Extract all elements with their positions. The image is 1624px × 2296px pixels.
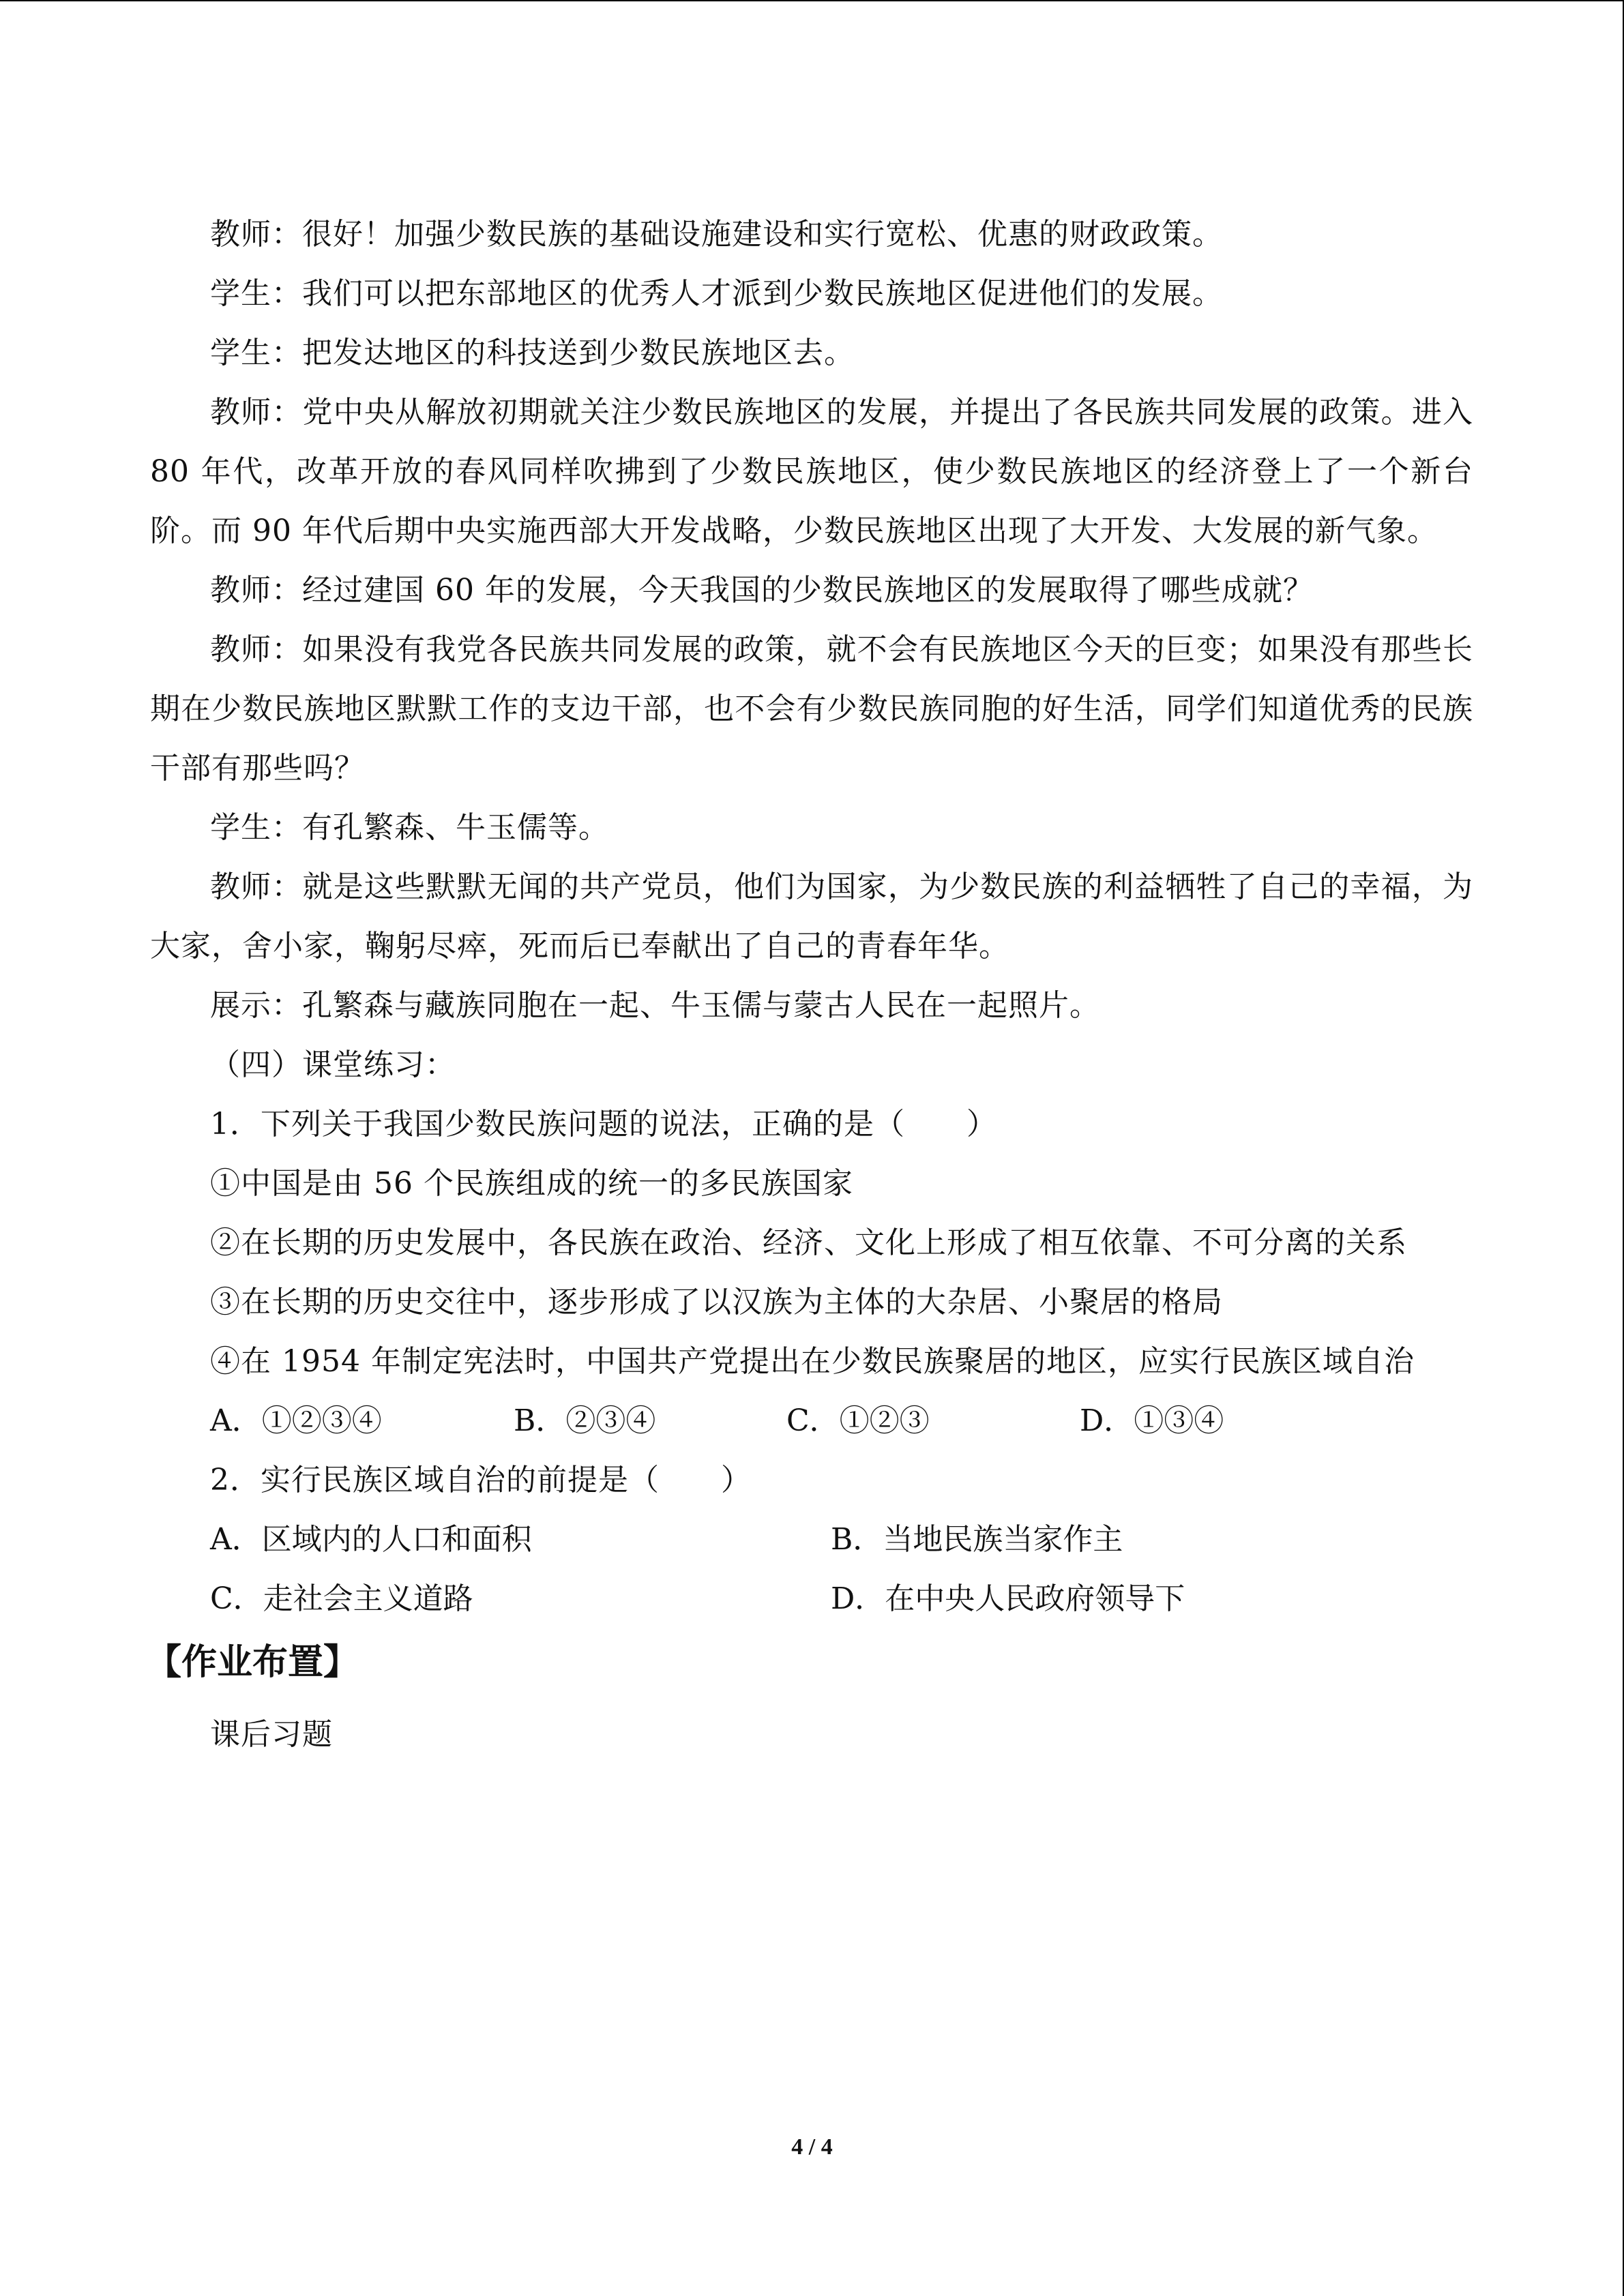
option-c: C．①②③ — [786, 1403, 930, 1438]
paragraph: 教师：很好！加强少数民族的基础设施建设和实行宽松、优惠的财政政策。 — [210, 217, 1223, 252]
option-a: A．①②③④ — [210, 1403, 382, 1438]
option-d: D．在中央人民政府领导下 — [831, 1581, 1185, 1616]
homework-text: 课后习题 — [210, 1717, 333, 1752]
paragraph: 教师：党中央从解放初期就关注少数民族地区的发展，并提出了各民族共同发展的政策。进入 80 年代，改革开放的春风同样吹拂到了少数民族地区，使少数民族地区的经济登上了一个新台阶。而 90 年代后期中央实施西部大开发战略，少数民族地区出现了大开发、大发展的新气象。 — [150, 395, 1473, 548]
page-number: 4 / 4 — [791, 2134, 833, 2160]
section-subheading: （四）课堂练习： — [210, 1047, 456, 1082]
question-1-statement: ①中国是由 56 个民族组成的统一的多民族国家 — [210, 1166, 853, 1201]
option-d: D．①③④ — [1080, 1403, 1224, 1438]
option-b: B．②③④ — [514, 1403, 656, 1438]
paragraph: 教师：如果没有我党各民族共同发展的政策，就不会有民族地区今天的巨变；如果没有那些长期在少数民族地区默默工作的支边干部，也不会有少数民族同胞的好生活，同学们知道优秀的民族干部有那些吗？ — [150, 632, 1473, 786]
question-2-stem: 2．实行民族区域自治的前提是（ ） — [210, 1463, 752, 1497]
paragraph: 学生：把发达地区的科技送到少数民族地区去。 — [210, 336, 855, 370]
question-1-statement: ③在长期的历史交往中，逐步形成了以汉族为主体的大杂居、小聚居的格局 — [210, 1285, 1223, 1320]
paragraph: 展示：孔繁森与藏族同胞在一起、牛玉儒与蒙古人民在一起照片。 — [210, 988, 1100, 1023]
question-2-options — [150, 1510, 1473, 1628]
homework-heading: 【作业布置】 — [146, 1642, 359, 1683]
question-1-statement: ②在长期的历史发展中，各民族在政治、经济、文化上形成了相互依靠、不可分离的关系 — [210, 1225, 1407, 1260]
paragraph: 教师：就是这些默默无闻的共产党员，他们为国家，为少数民族的利益牺牲了自己的幸福，为大家，舍小家，鞠躬尽瘁，死而后已奉献出了自己的青春年华。 — [150, 869, 1473, 964]
question-1-statement: ④在 1954 年制定宪法时，中国共产党提出在少数民族聚居的地区，应实行民族区域自治 — [210, 1344, 1415, 1379]
question-1-options — [150, 1391, 1473, 1450]
paragraph: 学生：有孔繁森、牛玉儒等。 — [210, 810, 609, 845]
document-body — [146, 205, 1473, 1764]
option-a: A．区域内的人口和面积 — [210, 1522, 532, 1557]
option-c: C．走社会主义道路 — [210, 1581, 473, 1616]
question-1-stem: 1．下列关于我国少数民族问题的说法，正确的是（ ） — [210, 1107, 997, 1142]
paragraph: 学生：我们可以把东部地区的优秀人才派到少数民族地区促进他们的发展。 — [210, 276, 1223, 311]
option-b: B．当地民族当家作主 — [831, 1522, 1123, 1557]
paragraph: 教师：经过建国 60 年的发展，今天我国的少数民族地区的发展取得了哪些成就？ — [210, 573, 1314, 608]
